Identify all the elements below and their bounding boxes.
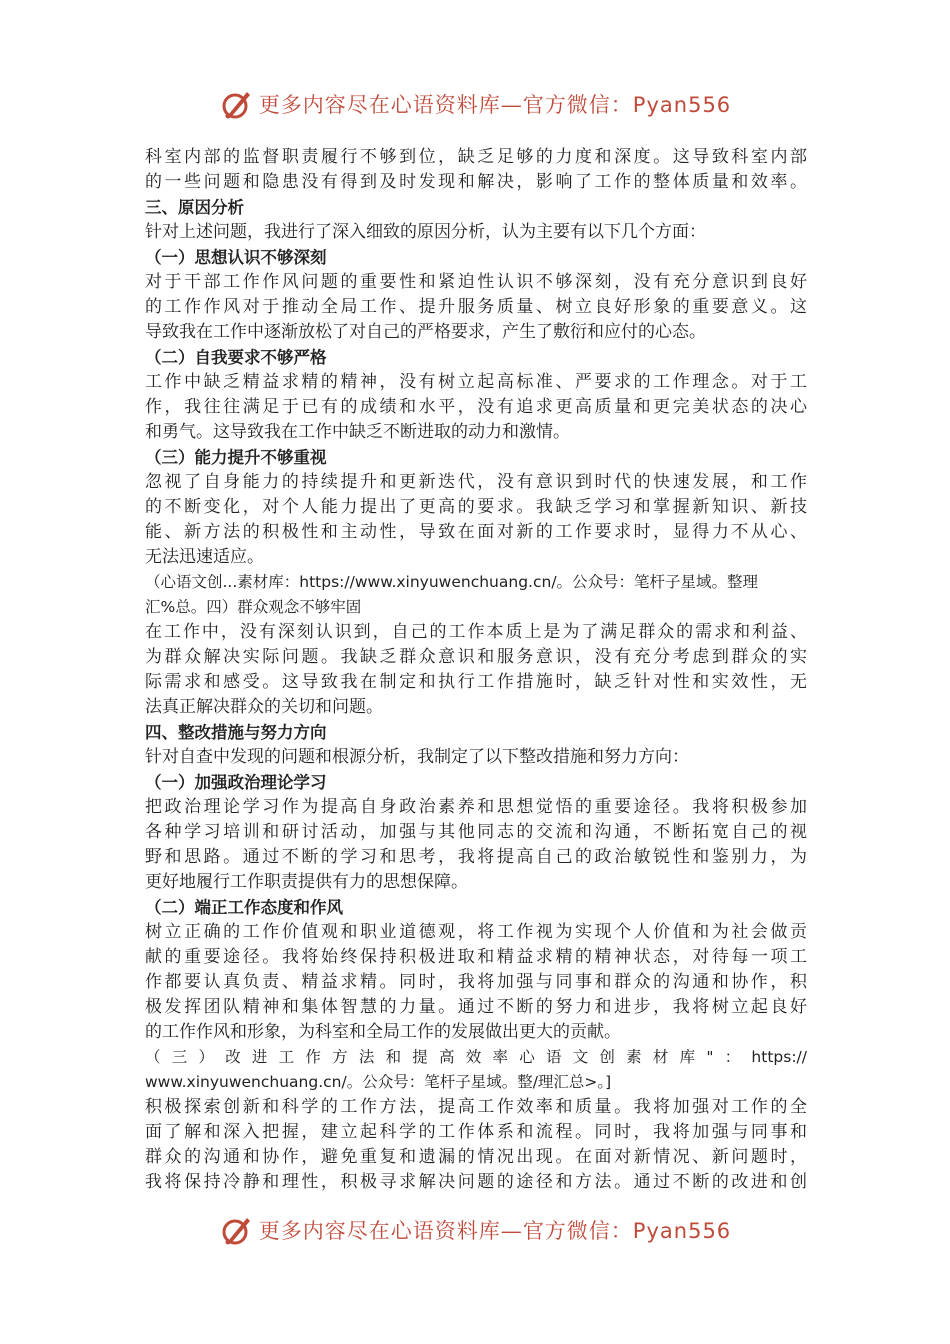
text-line: 工作中缺乏精益求精的精神，没有树立起高标准、严要求的工作理念。对于工 <box>145 372 807 392</box>
text-line: 针对上述问题，我进行了深入细致的原因分析，认为主要有以下几个方面： <box>145 222 706 242</box>
text-line: 群众的沟通和协作，避免重复和遗漏的情况出现。在面对新情况、新问题时， <box>145 1147 807 1167</box>
subsection-heading: （一）思想认识不够深刻 <box>145 248 327 267</box>
text-line: 际需求和感受。这导致我在制定和执行工作措施时，缺乏针对性和实效性，无 <box>145 672 807 692</box>
brush-logo-icon <box>219 1212 255 1248</box>
text-line: 在工作中，没有深刻认识到，自己的工作本质上是为了满足群众的需求和利益、 <box>145 622 807 642</box>
text-line: 的不断变化，对个人能力提出了更高的要求。我缺乏学习和掌握新知识、新技 <box>145 497 807 517</box>
section-heading: 三、原因分析 <box>145 198 244 217</box>
watermark-line: 汇%总。四）群众观念不够牢固 <box>145 598 362 616</box>
footer-banner <box>0 1210 950 1250</box>
text-line: 法真正解决群众的关切和问题。 <box>145 697 383 717</box>
text-line: 对于干部工作作风问题的重要性和紧迫性认识不够深刻，没有充分意识到良好 <box>145 272 807 292</box>
text-line: 的工作作风对于推动全局工作、提升服务质量、树立良好形象的重要意义。这 <box>145 297 807 317</box>
text-line: 和勇气。这导致我在工作中缺乏不断进取的动力和激情。 <box>145 422 570 442</box>
watermark-line: www.xinyuwenchuang.cn/。公众号：笔杆子星域。整/理汇总>。] <box>145 1073 612 1091</box>
text-line: 树立正确的工作价值观和职业道德观，将工作视为实现个人价值和为社会做贡 <box>145 922 807 942</box>
text-line: 为群众解决实际问题。我缺乏群众意识和服务意识，没有充分考虑到群众的实 <box>145 647 807 667</box>
text-line: 极发挥团队精神和集体智慧的力量。通过不断的努力和进步，我将树立起良好 <box>145 997 807 1017</box>
subsection-heading: （一）加强政治理论学习 <box>145 773 327 792</box>
banner-text: 更多内容尽在心语资料库—官方微信：Pyan556 <box>258 1219 732 1243</box>
text-line: 的工作作风和形象，为科室和全局工作的发展做出更大的贡献。 <box>145 1022 621 1042</box>
text-line: 忽视了自身能力的持续提升和更新迭代，没有意识到时代的快速发展，和工作 <box>145 472 807 492</box>
text-line: 作都要认真负责、精益求精。同时，我将加强与同事和群众的沟通和协作，积 <box>145 972 807 992</box>
text-line: 积极探索创新和科学的工作方法，提高工作效率和质量。我将加强对工作的全 <box>145 1097 807 1117</box>
subsection-heading: （二）自我要求不够严格 <box>145 348 327 367</box>
text-line: 的一些问题和隐患没有得到及时发现和解决，影响了工作的整体质量和效率。 <box>145 172 807 192</box>
text-line: 各种学习培训和研讨活动，加强与其他同志的交流和沟通，不断拓宽自己的视 <box>145 822 807 842</box>
document-body <box>145 145 807 1195</box>
text-line: 更好地履行工作职责提供有力的思想保障。 <box>145 872 468 892</box>
text-line: 无法迅速适应。 <box>145 547 264 567</box>
text-line: 面了解和深入把握，建立起科学的工作体系和流程。同时，我将加强与同事和 <box>145 1122 807 1142</box>
text-line: 我将保持冷静和理性，积极寻求解决问题的途径和方法。通过不断的改进和创 <box>145 1172 807 1192</box>
text-line: 作，我往往满足于已有的成绩和水平，没有追求更高质量和更完美状态的决心 <box>145 397 807 417</box>
text-line: 献的重要途径。我将始终保持积极进取和精益求精的精神状态，对待每一项工 <box>145 947 807 967</box>
text-line: 针对自查中发现的问题和根源分析，我制定了以下整改措施和努力方向： <box>145 747 689 767</box>
text-line: 科室内部的监督职责履行不够到位，缺乏足够的力度和深度。这导致科室内部 <box>145 147 807 167</box>
brush-logo-icon <box>219 86 255 122</box>
header-banner <box>0 84 950 124</box>
text-line: 把政治理论学习作为提高自身政治素养和思想觉悟的重要途径。我将积极参加 <box>145 797 807 817</box>
subsection-heading: （三）能力提升不够重视 <box>145 448 327 467</box>
watermark-line: （心语文创...素材库：https://www.xinyuwenchuang.cn/。公众号：笔杆子星域。整理 <box>145 573 759 591</box>
banner-text: 更多内容尽在心语资料库—官方微信：Pyan556 <box>258 93 732 117</box>
text-line: 导致我在工作中逐渐放松了对自己的严格要求，产生了敷衍和应付的心态。 <box>145 322 706 342</box>
text-line: 能、新方法的积极性和主动性，导致在面对新的工作要求时，显得力不从心、 <box>145 522 807 542</box>
text-line: 野和思路。通过不断的学习和思考，我将提高自己的政治敏锐性和鉴别力，为 <box>145 847 807 867</box>
watermark-line: （三）改进工作方法和提高效率心语文创素材库"：https:// <box>145 1048 807 1066</box>
section-heading: 四、整改措施与努力方向 <box>145 723 327 742</box>
subsection-heading: （二）端正工作态度和作风 <box>145 898 343 917</box>
